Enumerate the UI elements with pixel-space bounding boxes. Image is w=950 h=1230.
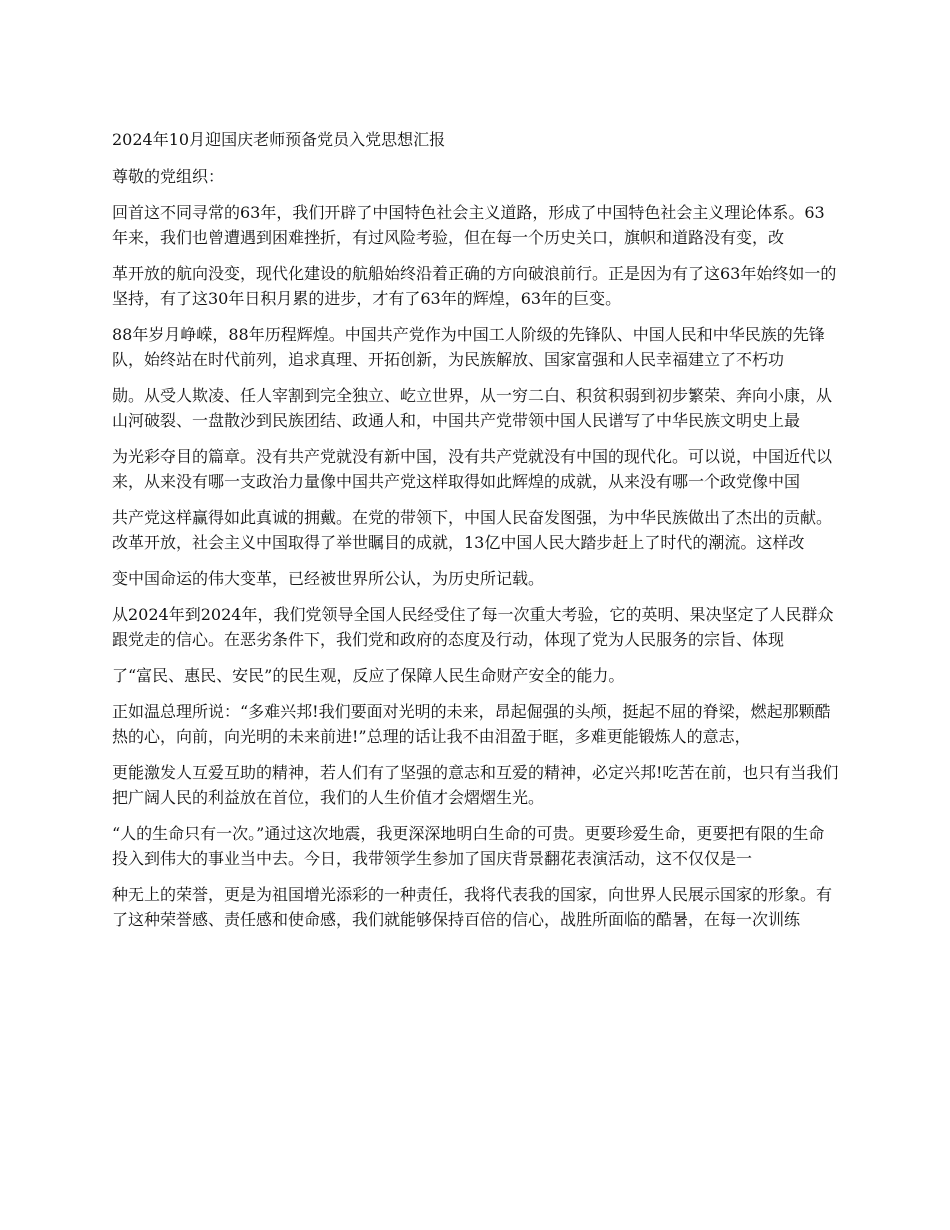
paragraph-4: 勋。从受人欺凌、任人宰割到完全独立、屹立世界，从一穷二白、积贫积弱到初步繁荣、奔向小康，从山河破裂、一盘散沙到民族团结、政通人和，中国共产党带领中国人民谱写了中华民族文明史上最	[112, 386, 833, 430]
paragraph-2: 革开放的航向没变，现代化建设的航船始终沿着正确的方向破浪前行。正是因为有了这63年始终如一的坚持，有了这30年日积月累的进步，才有了63年的辉煌，63年的巨变。	[112, 264, 837, 308]
document-body	[112, 127, 840, 943]
paragraph-12: “人的生命只有一次。”通过这次地震，我更深深地明白生命的可贵。更要珍爱生命，更要把有限的生命投入到伟大的事业当中去。今日，我带领学生参加了国庆背景翻花表演活动，这不仅仅是一	[112, 824, 825, 868]
paragraph-1: 回首这不同寻常的63年，我们开辟了中国特色社会主义道路，形成了中国特色社会主义理论体系。63年来，我们也曾遭遇到困难挫折，有过风险考验，但在每一个历史关口，旗帜和道路没有变，改	[112, 203, 825, 247]
paragraph-11: 更能激发人互爱互助的精神，若人们有了坚强的意志和互爱的精神，必定兴邦!吃苦在前，也只有当我们把广阔人民的利益放在首位，我们的人生价值才会熠熠生光。	[112, 763, 839, 807]
document-title: 2024年10月迎国庆老师预备党员入党思想汇报	[112, 130, 446, 149]
paragraph-6: 共产党这样赢得如此真诚的拥戴。在党的带领下，中国人民奋发图强，为中华民族做出了杰出的贡献。改革开放，社会主义中国取得了举世瞩目的成就，13亿中国人民大踏步赶上了时代的潮流。这样改	[112, 508, 833, 552]
paragraph-7: 变中国命运的伟大变革，已经被世界所公认，为历史所记载。	[112, 569, 545, 588]
salutation: 尊敬的党组织：	[112, 167, 225, 186]
paragraph-8: 从2024年到2024年，我们党领导全国人民经受住了每一次重大考验，它的英明、果决坚定了人民群众跟党走的信心。在恶劣条件下，我们党和政府的态度及行动，体现了党为人民服务的宗旨、体现	[112, 605, 834, 649]
paragraph-5: 为光彩夺目的篇章。没有共产党就没有新中国，没有共产党就没有中国的现代化。可以说，中国近代以来，从来没有哪一支政治力量像中国共产党这样取得如此辉煌的成就，从来没有哪一个政党像中国	[112, 447, 833, 491]
paragraph-10: 正如温总理所说：“多难兴邦!我们要面对光明的未来，昂起倔强的头颅，挺起不屈的脊梁，燃起那颗酷热的心，向前，向光明的未来前进!”总理的话让我不由泪盈于眶，多难更能锻炼人的意志，	[112, 702, 831, 746]
paragraph-3: 88年岁月峥嵘，88年历程辉煌。中国共产党作为中国工人阶级的先锋队、中国人民和中华民族的先锋队，始终站在时代前列，追求真理、开拓创新，为民族解放、国家富强和人民幸福建立了不朽功	[112, 325, 825, 369]
paragraph-13: 种无上的荣誉，更是为祖国增光添彩的一种责任，我将代表我的国家，向世界人民展示国家的形象。有了这种荣誉感、责任感和使命感，我们就能够保持百倍的信心，战胜所面临的酷暑，在每一次训练	[112, 885, 833, 929]
paragraph-9: 了“富民、惠民、安民”的民生观，反应了保障人民生命财产安全的能力。	[112, 666, 625, 685]
